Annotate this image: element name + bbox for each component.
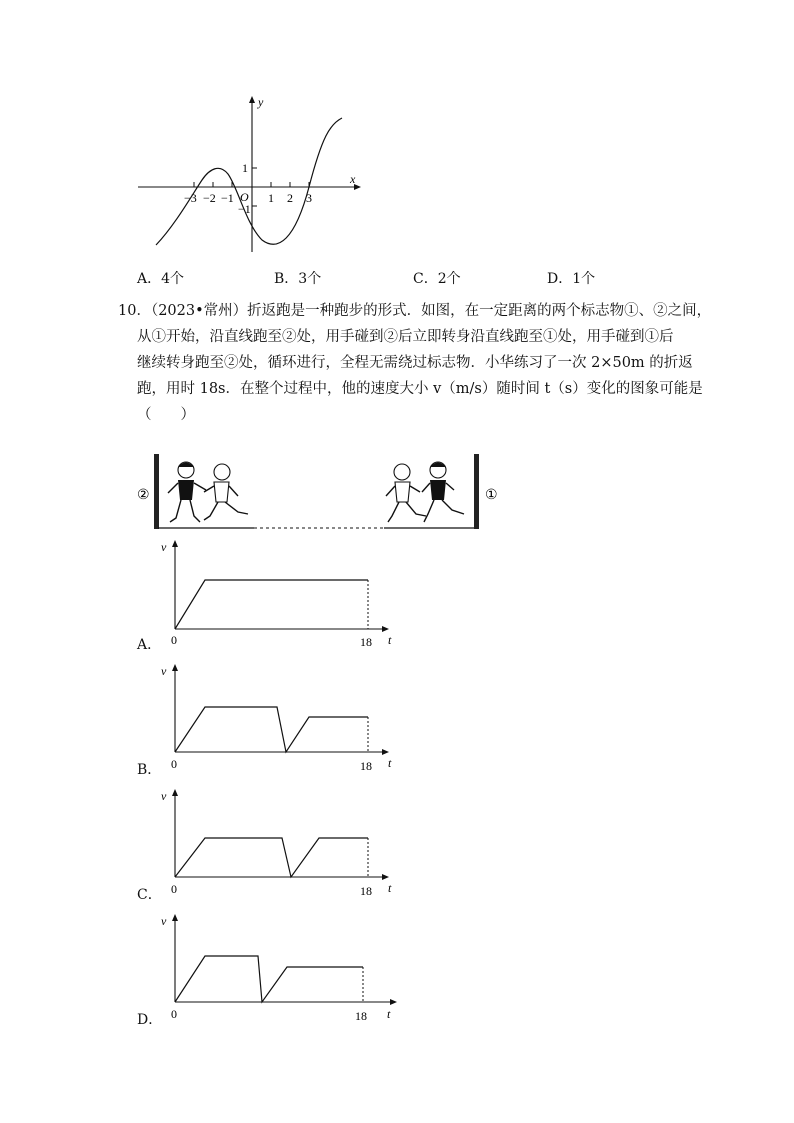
velocity-line: [175, 956, 363, 1002]
option-d-label[interactable]: D．: [137, 1012, 163, 1028]
option-b-label[interactable]: B．: [137, 762, 162, 778]
x-tick-label: −3: [184, 191, 197, 205]
question-line: （ ）: [137, 407, 195, 423]
question-line: 从①开始，沿直线跑至②处，用手碰到②后立即转身沿直线跑至①处，用手碰到①后: [137, 329, 674, 345]
option-c-label[interactable]: C．: [137, 887, 162, 903]
runner-icon: [168, 462, 206, 522]
choice-d[interactable]: D．1个: [547, 271, 596, 287]
question-line: 继续转身跑至②处，循环进行，全程无需绕过标志物．小华练习了一次 2×50m 的折返: [137, 355, 693, 371]
t-axis-label: t: [387, 1007, 391, 1020]
t-end-label: 18: [355, 1009, 367, 1020]
x-tick-label: 1: [268, 191, 274, 205]
origin-label: 0: [171, 633, 177, 646]
y-axis-arrow: [249, 96, 255, 103]
option-c-graph: [155, 785, 400, 895]
v-axis-label: v: [161, 789, 167, 803]
runner-icon: [204, 464, 248, 520]
t-axis-label: t: [388, 881, 392, 895]
y-tick-label: 1: [242, 161, 248, 175]
y-tick-label: −1: [238, 202, 251, 216]
question-line: 跑，用时 18s．在整个过程中，他的速度大小 v（m/s）随时间 t（s）变化的图象可能是: [137, 381, 703, 397]
marker-right-post: [474, 454, 479, 529]
question-10: [118, 298, 712, 428]
v-axis-label: v: [161, 540, 167, 554]
origin-label: 0: [171, 757, 177, 770]
q9-choices: [137, 268, 737, 292]
velocity-line: [175, 707, 368, 752]
function-graph: [130, 92, 370, 262]
runner-icon: [386, 464, 426, 522]
x-tick-label: −1: [221, 191, 234, 205]
t-end-label: 18: [360, 759, 372, 770]
option-a-label[interactable]: A．: [137, 637, 162, 653]
x-tick-label: −2: [203, 191, 216, 205]
v-axis-label: v: [161, 914, 167, 928]
y-axis-label: y: [258, 95, 264, 109]
function-curve: [156, 118, 342, 245]
v-axis-label: v: [161, 664, 167, 678]
option-a-graph: [155, 536, 400, 646]
marker-right-label: ①: [485, 488, 498, 503]
origin-label: O: [240, 190, 249, 204]
origin-label: 0: [171, 882, 177, 895]
marker-left-post: [154, 454, 159, 529]
option-b-graph: [155, 660, 400, 770]
shuttle-run-illustration: [134, 448, 506, 532]
option-d-graph: [155, 910, 400, 1020]
marker-left-label: ②: [137, 488, 150, 503]
t-end-label: 18: [360, 884, 372, 895]
choice-b[interactable]: B．3个: [274, 271, 322, 287]
runner-icon: [422, 462, 464, 522]
x-tick-label: 3: [306, 191, 312, 205]
question-line: 10．（2023•常州）折返跑是一种跑步的形式．如图，在一定距离的两个标志物①、②之间，: [118, 303, 712, 319]
origin-label: 0: [171, 1007, 177, 1020]
t-end-label: 18: [360, 635, 372, 646]
x-axis-label: x: [350, 172, 356, 186]
velocity-line: [175, 838, 368, 877]
x-tick-label: 2: [287, 191, 293, 205]
t-axis-label: t: [388, 633, 392, 646]
velocity-line: [175, 580, 368, 629]
choice-c[interactable]: C．2个: [413, 271, 461, 287]
t-axis-label: t: [388, 756, 392, 770]
choice-a[interactable]: A．4个: [137, 271, 185, 287]
